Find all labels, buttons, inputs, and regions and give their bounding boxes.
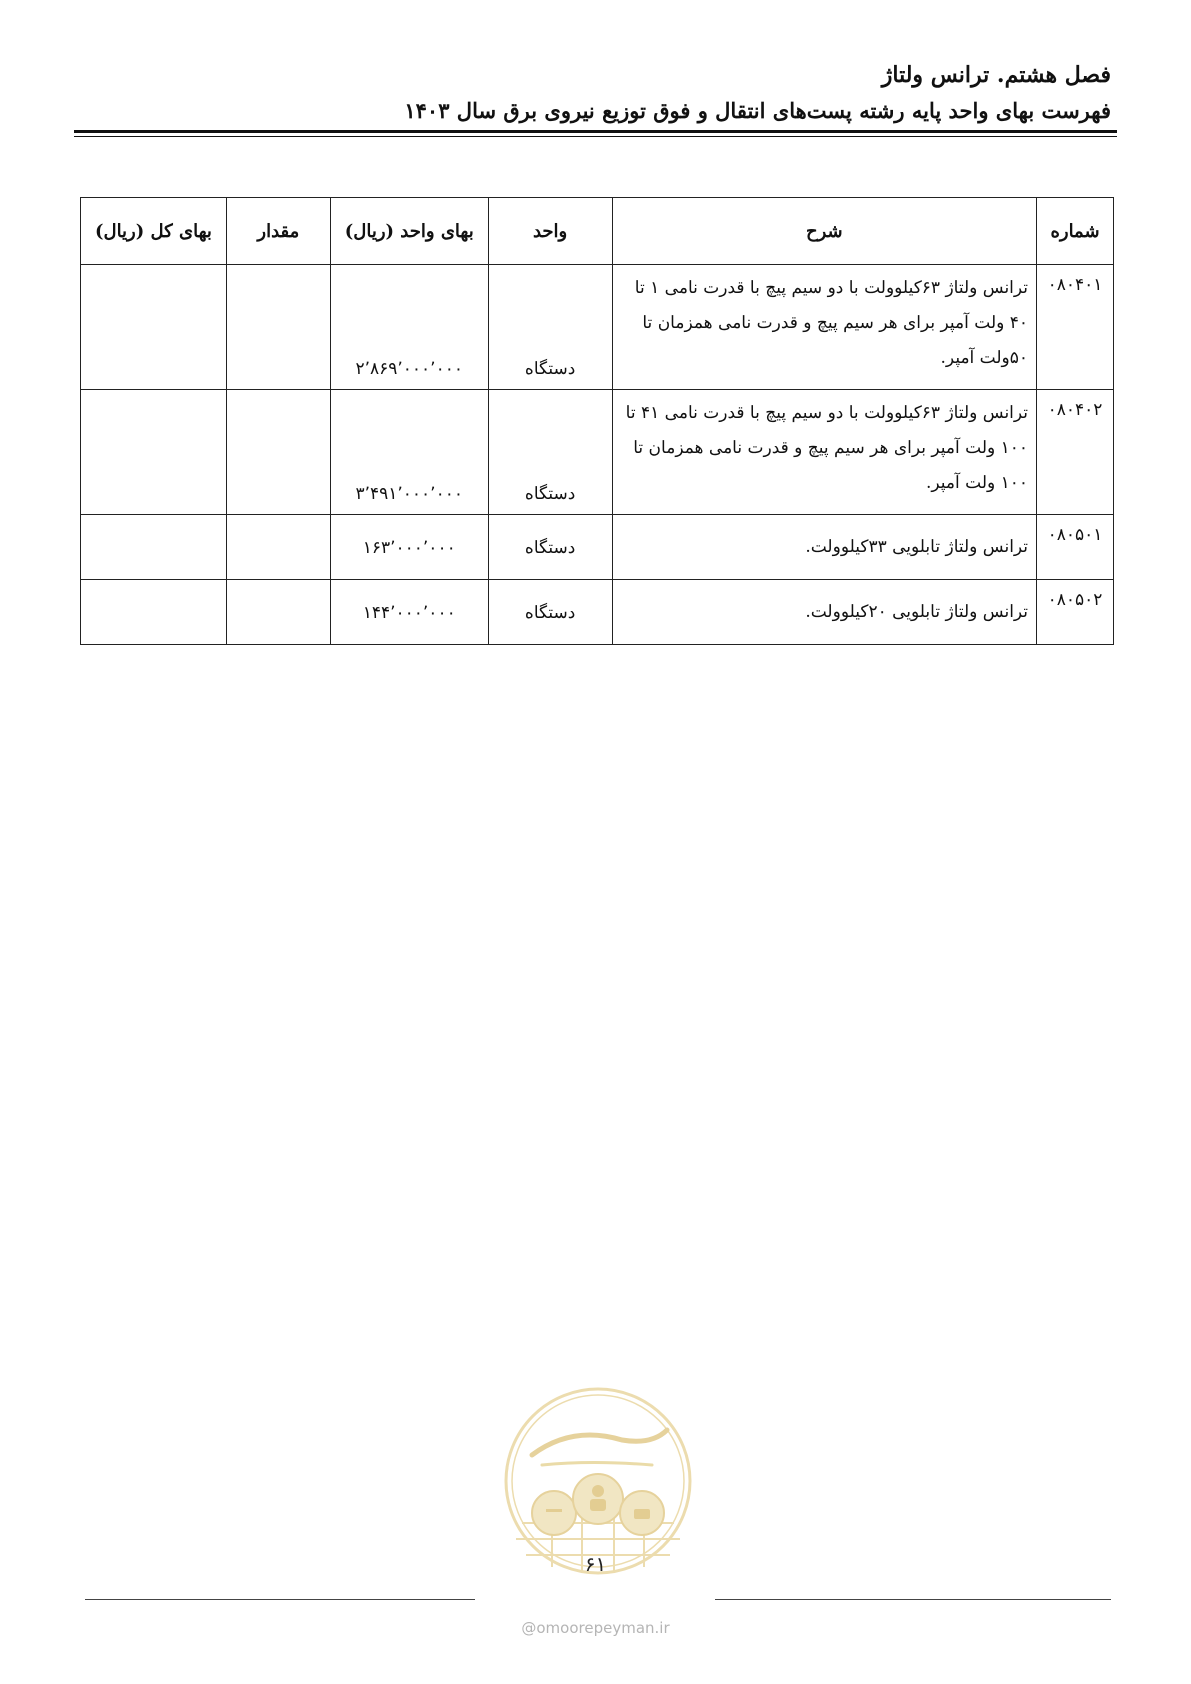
item-unit-price: ۲٬۸۶۹٬۰۰۰٬۰۰۰ [330,265,488,390]
footer-rule-right [715,1599,1111,1600]
header-rule-thin [74,136,1117,137]
item-unit: دستگاه [488,265,612,390]
table-row [81,515,1114,580]
item-quantity [226,265,330,390]
col-header-unit: واحد [488,198,612,265]
col-header-total-price: بهای کل (ریال) [81,198,227,265]
item-unit: دستگاه [488,390,612,515]
item-number: ۰۸۰۵۰۲ [1037,580,1114,645]
watermark-logo [502,1385,694,1577]
footer-rule-left [85,1599,475,1600]
item-unit-price: ۳٬۴۹۱٬۰۰۰٬۰۰۰ [330,390,488,515]
item-description: ترانس ولتاژ ۶۳کیلوولت با دو سیم پیچ با قدرت نامی ۱ تا ۴۰ ولت آمپر برای هر سیم پیچ و قدرت نامی همزمان تا ۵۰ولت آمپر. [612,265,1036,390]
item-description: ترانس ولتاژ تابلویی ۲۰کیلوولت. [612,580,1036,645]
item-number: ۰۸۰۴۰۱ [1037,265,1114,390]
table-row [81,580,1114,645]
item-quantity [226,390,330,515]
item-description: ترانس ولتاژ ۶۳کیلوولت با دو سیم پیچ با قدرت نامی ۴۱ تا ۱۰۰ ولت آمپر برای هر سیم پیچ و قدرت نامی همزمان تا ۱۰۰ ولت آمپر. [612,390,1036,515]
col-header-description: شرح [612,198,1036,265]
price-list-table [80,197,1114,645]
col-header-quantity: مقدار [226,198,330,265]
item-quantity [226,580,330,645]
item-quantity [226,515,330,580]
item-total-price [81,265,227,390]
item-description: ترانس ولتاژ تابلویی ۳۳کیلوولت. [612,515,1036,580]
item-unit: دستگاه [488,580,612,645]
table-header-row [81,198,1114,265]
table-row [81,390,1114,515]
watermark-url: @omoorepeyman.ir [521,1619,670,1637]
header-rule-thick [74,130,1117,133]
document-title: فهرست بهای واحد پایه رشته پست‌های انتقال و فوق توزیع نیروی برق سال ۱۴۰۳ [404,98,1111,123]
item-number: ۰۸۰۵۰۱ [1037,515,1114,580]
col-header-number: شماره [1037,198,1114,265]
item-unit-price: ۱۴۴٬۰۰۰٬۰۰۰ [330,580,488,645]
table-row [81,265,1114,390]
item-number: ۰۸۰۴۰۲ [1037,390,1114,515]
item-unit: دستگاه [488,515,612,580]
item-total-price [81,515,227,580]
item-unit-price: ۱۶۳٬۰۰۰٬۰۰۰ [330,515,488,580]
item-total-price [81,580,227,645]
col-header-unit-price: بهای واحد (ریال) [330,198,488,265]
chapter-title: فصل هشتم. ترانس ولتاژ [881,62,1111,88]
item-total-price [81,390,227,515]
page-number: ۶۱ [584,1552,607,1576]
